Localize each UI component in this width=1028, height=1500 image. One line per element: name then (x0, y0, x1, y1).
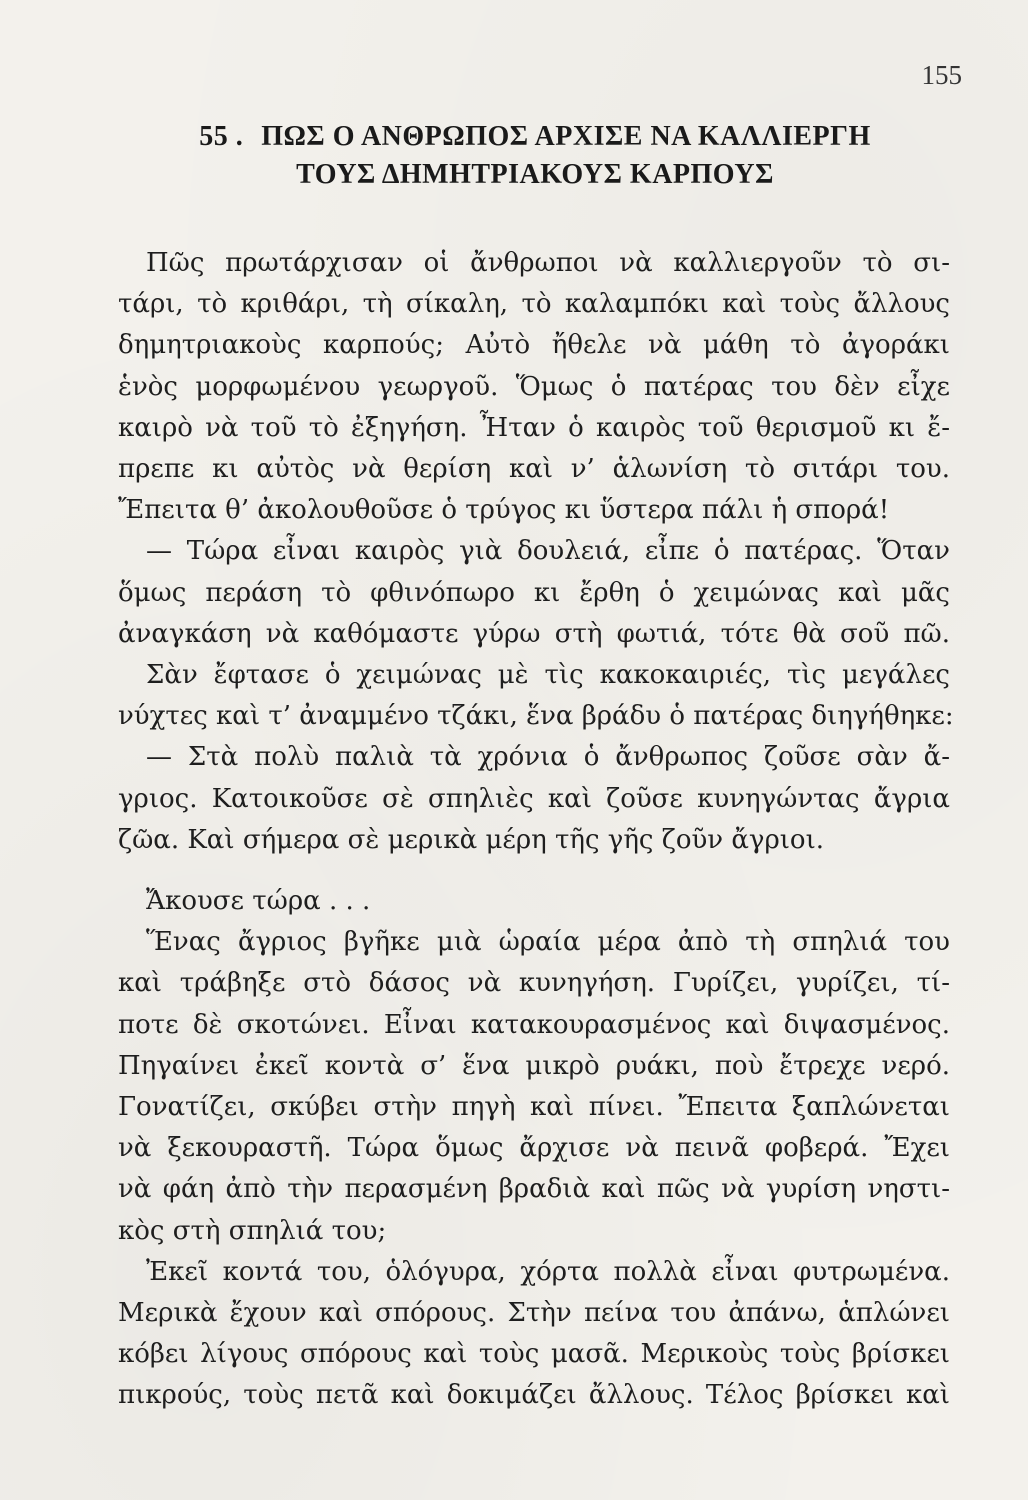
text-line: Ἕνας ἄγριος βγῆκε μιὰ ὡραία μέρα ἀπὸ τὴ σπηλιά του (146, 927, 950, 958)
text-line: πρεπε κι αὐτὸς νὰ θερίση καὶ ν’ ἁλωνίση τὸ σιτάρι του. (118, 454, 950, 485)
text-line: δημητριακοὺς καρπούς; Αὐτὸ ἤθελε νὰ μάθη τὸ ἀγοράκι (118, 330, 950, 361)
text-line: Πηγαίνει ἐκεῖ κοντὰ σ’ ἕνα μικρὸ ρυάκι, ποὺ ἔτρεχε νερό. (118, 1050, 950, 1081)
paragraph (118, 1252, 950, 1417)
body-text (118, 243, 954, 1417)
text-line: Ἄκουσε τώρα . . . (146, 886, 371, 917)
text-line: — Στὰ πολὺ παλιὰ τὰ χρόνια ὁ ἄνθρωπος ζοῦσε σὰν ἄ- (146, 742, 950, 773)
paragraph (118, 655, 954, 737)
text-line: κὸς στὴ σπηλιά του; (118, 1215, 387, 1246)
text-line: ὅμως περάση τὸ φθινόπωρο κι ἔρθη ὁ χειμώνας καὶ μᾶς (118, 577, 950, 608)
text-line: γριος. Κατοικοῦσε σὲ σπηλιὲς καὶ ζοῦσε κυνηγώντας ἄγρια (118, 783, 950, 814)
paragraph (118, 243, 950, 531)
text-line: καιρὸ νὰ τοῦ τὸ ἐξηγήση. Ἦταν ὁ καιρὸς τοῦ θερισμοῦ κι ἔ- (118, 412, 950, 443)
text-line: πικρούς, τοὺς πετᾶ καὶ δοκιμάζει ἄλλους. Τέλος βρίσκει καὶ (118, 1380, 950, 1411)
paragraph (118, 922, 950, 1252)
text-line: — Τώρα εἶναι καιρὸς γιὰ δουλειά, εἶπε ὁ πατέρας. Ὅταν (146, 536, 950, 567)
heading-title-1: ΠΩΣ Ο ΑΝΘΡΩΠΟΣ ΑΡΧΙΣΕ ΝΑ ΚΑΛΛΙΕΡΓΗ (261, 121, 871, 152)
text-line: ἑνὸς μορφωμένου γεωργοῦ. Ὅμως ὁ πατέρας του δὲν εἶχε (118, 371, 950, 402)
page-number: 155 (921, 60, 962, 90)
text-line: Σὰν ἔφτασε ὁ χειμώνας μὲ τὶς κακοκαιριές, τὶς μεγάλες (146, 660, 950, 691)
chapter-heading (110, 118, 960, 194)
heading-line-2: ΤΟΥΣ ΔΗΜΗΤΡΙΑΚΟΥΣ ΚΑΡΠΟΥΣ (296, 159, 774, 190)
text-line: νύχτες καὶ τ’ ἀναμμένο τζάκι, ἕνα βράδυ ὁ πατέρας διηγήθηκε: (118, 701, 954, 732)
text-line: νὰ φάη ἀπὸ τὴν περασμένη βραδιὰ καὶ πῶς νὰ γυρίση νηστι- (118, 1174, 950, 1205)
text-line: νὰ ξεκουραστῆ. Τώρα ὅμως ἄρχισε νὰ πεινᾶ φοβερά. Ἔχει (118, 1133, 950, 1164)
text-line: τάρι, τὸ κριθάρι, τὴ σίκαλη, τὸ καλαμπόκι καὶ τοὺς ἄλλους (118, 289, 950, 320)
paragraph (118, 531, 950, 655)
text-line: Μερικὰ ἔχουν καὶ σπόρους. Στὴν πείνα του ἀπάνω, ἁπλώνει (118, 1298, 950, 1329)
heading-line-1 (110, 118, 960, 156)
text-line: Ἔπειτα θ’ ἀκολουθοῦσε ὁ τρύγος κι ὕστερα πάλι ἡ σπορά! (118, 495, 890, 526)
text-line: ζῶα. Καὶ σήμερα σὲ μερικὰ μέρη τῆς γῆς ζοῦν ἄγριοι. (118, 824, 825, 855)
text-line: Ἐκεῖ κοντά του, ὁλόγυρα, χόρτα πολλὰ εἶναι φυτρωμένα. (146, 1256, 950, 1287)
paragraph (118, 881, 950, 922)
text-line: ποτε δὲ σκοτώνει. Εἶναι κατακουρασμένος καὶ διψασμένος. (118, 1009, 950, 1040)
paragraph-gap (118, 861, 950, 881)
text-line: κόβει λίγους σπόρους καὶ τοὺς μασᾶ. Μερικοὺς τοὺς βρίσκει (118, 1339, 950, 1370)
text-line: ἀναγκάση νὰ καθόμαστε γύρω στὴ φωτιά, τότε θὰ σοῦ πῶ. (118, 618, 950, 649)
text-line: καὶ τράβηξε στὸ δάσος νὰ κυνηγήση. Γυρίζει, γυρίζει, τί- (118, 968, 950, 999)
chapter-number: 55 . (199, 121, 244, 152)
paragraph (118, 737, 950, 861)
text-line: Γονατίζει, σκύβει στὴν πηγὴ καὶ πίνει. Ἔπειτα ξαπλώνεται (118, 1092, 950, 1123)
text-line: Πῶς πρωτάρχισαν οἱ ἄνθρωποι νὰ καλλιεργοῦν τὸ σι- (146, 248, 950, 278)
